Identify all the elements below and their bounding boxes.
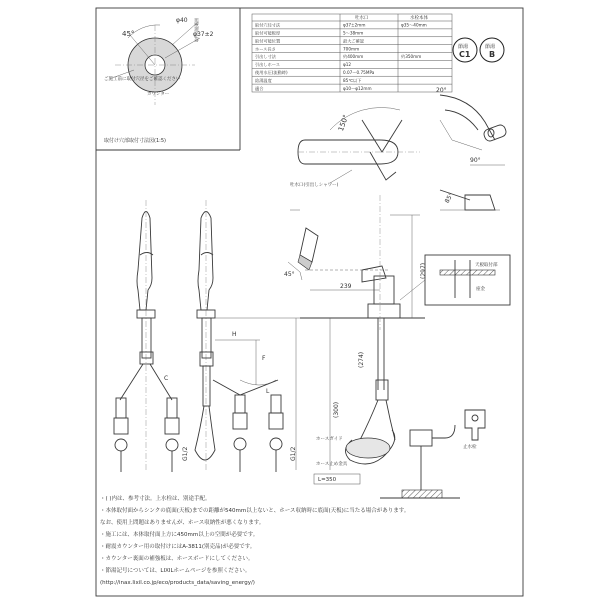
note-7: ・節湯記号については、LIXILホームページを参照ください。: [100, 568, 251, 574]
badge2-top: 節湯: [485, 44, 496, 50]
hole-install-note: ご施工前に取付穴径をご確認ください: [104, 77, 181, 82]
water-saving-badges: [453, 38, 504, 62]
hole-counter-label: カウンター: [147, 92, 170, 97]
dim-g12-right: G1/2: [290, 446, 297, 461]
spec-cell: 0.07〜0.75MPa: [343, 70, 375, 76]
spec-cell: 最大ご確認: [343, 38, 364, 44]
dim-L: L: [266, 388, 270, 395]
label-hose-guide: ホースガイド: [316, 437, 343, 442]
spec-cell: 使用水圧(流動時): [255, 70, 288, 76]
spec-cell: 取付可能板厚: [255, 30, 281, 36]
note-2: ・本体取付面からシンクの底面(天板)までの距離が540mm以上ないと、ホース収納時に底面(天板)に当たる場合があります。: [100, 508, 410, 514]
label-hose-clamp: ホース止め金具: [316, 462, 348, 467]
spec-cell: 給湯温度: [255, 77, 272, 83]
hole-detail-caption: 取付け穴部取付寸法図(1:5): [104, 138, 166, 144]
spec-cell: 85℃以下: [343, 77, 362, 83]
badge1-bottom: C1: [459, 50, 471, 59]
side-view: [284, 195, 485, 498]
note-1: ・( )内は、参考寸法。上水栓は、別途手配。: [100, 496, 211, 502]
spec-cell: 取付可能位置: [255, 38, 281, 44]
dim-handle-90: 90°: [470, 157, 481, 164]
note-4: ・施工には、本体取付面上方に450mm以上の空間が必要です。: [100, 532, 259, 538]
hole-range-label: 取付可能範囲: [194, 18, 199, 42]
hole-inner-dia: φ37±2: [193, 31, 214, 38]
dim-angle-45: 45°: [284, 271, 295, 278]
spec-header-body: 水栓本体: [410, 16, 428, 21]
top-view: [290, 107, 420, 188]
spec-header-spout: 吐水口: [355, 16, 369, 21]
spec-cell: 約400mm: [343, 54, 364, 60]
dim-rotation-150: 150°: [336, 113, 351, 133]
dim-handle-20: 20°: [436, 87, 447, 94]
lever-detail: [440, 190, 500, 210]
note-5: ・耐震カウンター用の取付けにはA-3811(別売品)が必要です。: [100, 544, 256, 550]
notes-block: [100, 494, 409, 586]
handle-detail: [436, 87, 507, 165]
spec-cell: ホース長さ: [255, 46, 276, 52]
spec-cell: 引出し寸法: [255, 54, 276, 60]
spec-cell: 取付穴径寸法: [255, 22, 281, 28]
dim-297: (297): [420, 262, 427, 279]
dim-lever-85: 85°: [443, 191, 456, 205]
label-shower-head-top: 吐水口(引出しシャワー): [290, 183, 339, 188]
dim-274: (274): [358, 351, 365, 368]
dim-C: C: [164, 375, 169, 382]
label-seal: 座金: [476, 287, 485, 292]
dim-H: H: [232, 331, 237, 338]
note-6: ・カウンター裏面の補強板は、ホースボードにしてください。: [100, 556, 254, 562]
hole-angle-label: 45°: [122, 30, 135, 38]
spec-cell: φ10〜φ12mm: [343, 85, 372, 91]
spec-cell: 5〜38mm: [343, 30, 364, 36]
spec-cell: 700mm: [343, 46, 360, 52]
note-8: (http://inax.lixil.co.jp/eco/products_data/saving_energy/): [100, 580, 255, 586]
note-3: なお、使用上問題はありませんが、ホース収納性が悪くなります。: [100, 520, 265, 526]
dim-239: 239: [340, 283, 352, 290]
counter-section-detail: [400, 255, 510, 305]
badge1-top: 節湯: [458, 44, 469, 50]
front-views: [114, 200, 300, 472]
dim-g12-left: G1/2: [182, 446, 189, 461]
spec-cell: φ12: [343, 62, 352, 68]
dim-F: F: [262, 355, 266, 362]
hole-detail: [96, 8, 240, 150]
spec-cell: φ35〜40mm: [401, 22, 427, 28]
hole-outer-dia: φ40: [176, 17, 188, 24]
dim-L350: L=350: [318, 477, 337, 483]
label-stopper: 止水栓: [463, 445, 477, 450]
spec-cell: 引出しホース: [255, 62, 280, 68]
badge2-bottom: B: [489, 50, 496, 59]
spec-table: [252, 14, 452, 92]
dim-300: (300): [333, 401, 340, 418]
spec-cell: 約350mm: [401, 54, 422, 60]
spec-cell: φ37±2mm: [343, 22, 366, 28]
label-counter-section: 天板取付部: [475, 263, 498, 268]
spec-cell: 適合: [255, 85, 264, 91]
